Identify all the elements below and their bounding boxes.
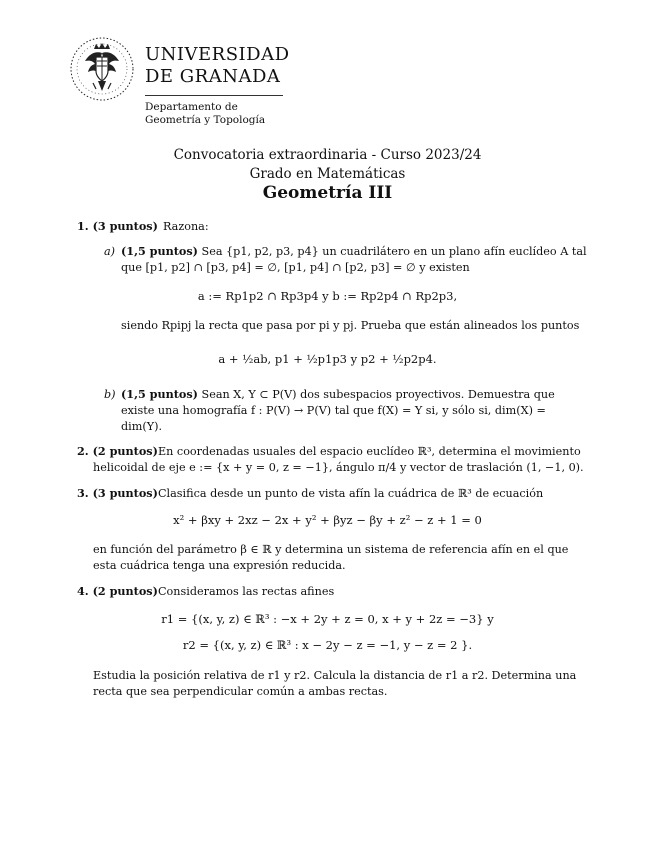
problem-1a-line2: que [p1, p2] ∩ [p3, p4] = ∅, [p1, p4] ∩ [p2, p3] = ∅ y existen [121, 261, 470, 274]
problem-3-number: 3. (3 puntos) [77, 486, 158, 500]
problem-3-equation: x² + βxy + 2xz − 2x + y² + βyz − βy + z² − z + 1 = 0 [173, 513, 482, 527]
problem-2-line2: helicoidal de eje e := {x + y = 0, z = −1}, ángulo π/4 y vector de traslación (1, −1, 0). [93, 461, 584, 474]
problem-1-number: 1. (3 puntos) [77, 219, 158, 233]
problem-3-line1: Clasifica desde un punto de vista afín la cuádrica de ℝ³ de ecuación [158, 487, 544, 500]
problem-2-number: 2. (2 puntos) [77, 444, 158, 458]
problem-1b-line1: (1,5 puntos) Sean X, Y ⊂ P(V) dos subespacios proyectivos. Demuestra que [121, 387, 555, 401]
problem-1-intro: Razona: [163, 220, 209, 233]
problem-1a-equation1: a := Rp1p2 ∩ Rp3p4 y b := Rp2p4 ∩ Rp2p3, [197, 289, 458, 303]
problem-1b-line3: dim(Y). [121, 420, 163, 433]
problem-4-equation1: r1 = {(x, y, z) ∈ ℝ³ : −x + 2y + z = 0, x + y + 2z = −3} y [161, 612, 494, 626]
problem-3-line2: en función del parámetro β ∈ ℝ y determina un sistema de referencia afín en el que [93, 543, 569, 556]
problem-4-line1: Consideramos las rectas afines [158, 585, 335, 598]
header-divider [145, 95, 283, 96]
problem-4-line2: Estudia la posición relativa de r1 y r2. Calcula la distancia de r1 a r2. Determina una [93, 669, 577, 682]
degree-title: Grado en Matemáticas [249, 166, 406, 182]
problem-1a-equation2: a + ½ab, p1 + ½p1p3 y p2 + ½p2p4. [218, 352, 437, 366]
exam-title: Convocatoria extraordinaria - Curso 2023/24 [173, 147, 482, 163]
university-crest-icon [68, 35, 136, 103]
department-line2: Geometría y Topología [145, 114, 266, 126]
problem-1a-line3: siendo Rpipj la recta que pasa por pi y pj. Prueba que están alineados los puntos [121, 319, 580, 332]
course-title: Geometría III [262, 183, 393, 203]
university-name-line1: UNIVERSIDAD [145, 44, 290, 65]
problem-1b-label: b) [104, 388, 116, 401]
problem-1a-label: a) [104, 245, 116, 258]
problem-1b-line2: existe una homografía f : P(V) → P(V) tal que f(X) = Y si, y sólo si, dim(X) = [121, 404, 546, 417]
problem-4-line3: recta que sea perpendicular común a ambas rectas. [93, 685, 388, 698]
problem-4-number: 4. (2 puntos) [77, 584, 158, 598]
problem-3-line3: esta cuádrica tenga una expresión reducida. [93, 559, 346, 572]
department-line1: Departamento de [145, 101, 238, 113]
problem-1a-line1: (1,5 puntos) Sea {p1, p2, p3, p4} un cuadrilátero en un plano afín euclídeo A tal [121, 244, 587, 258]
university-name-line2: DE GRANADA [145, 66, 281, 87]
problem-4-equation2: r2 = {(x, y, z) ∈ ℝ³ : x − 2y − z = −1, y − z = 2 }. [182, 638, 473, 652]
problem-2-line1: En coordenadas usuales del espacio euclídeo ℝ³, determina el movimiento [158, 445, 581, 458]
